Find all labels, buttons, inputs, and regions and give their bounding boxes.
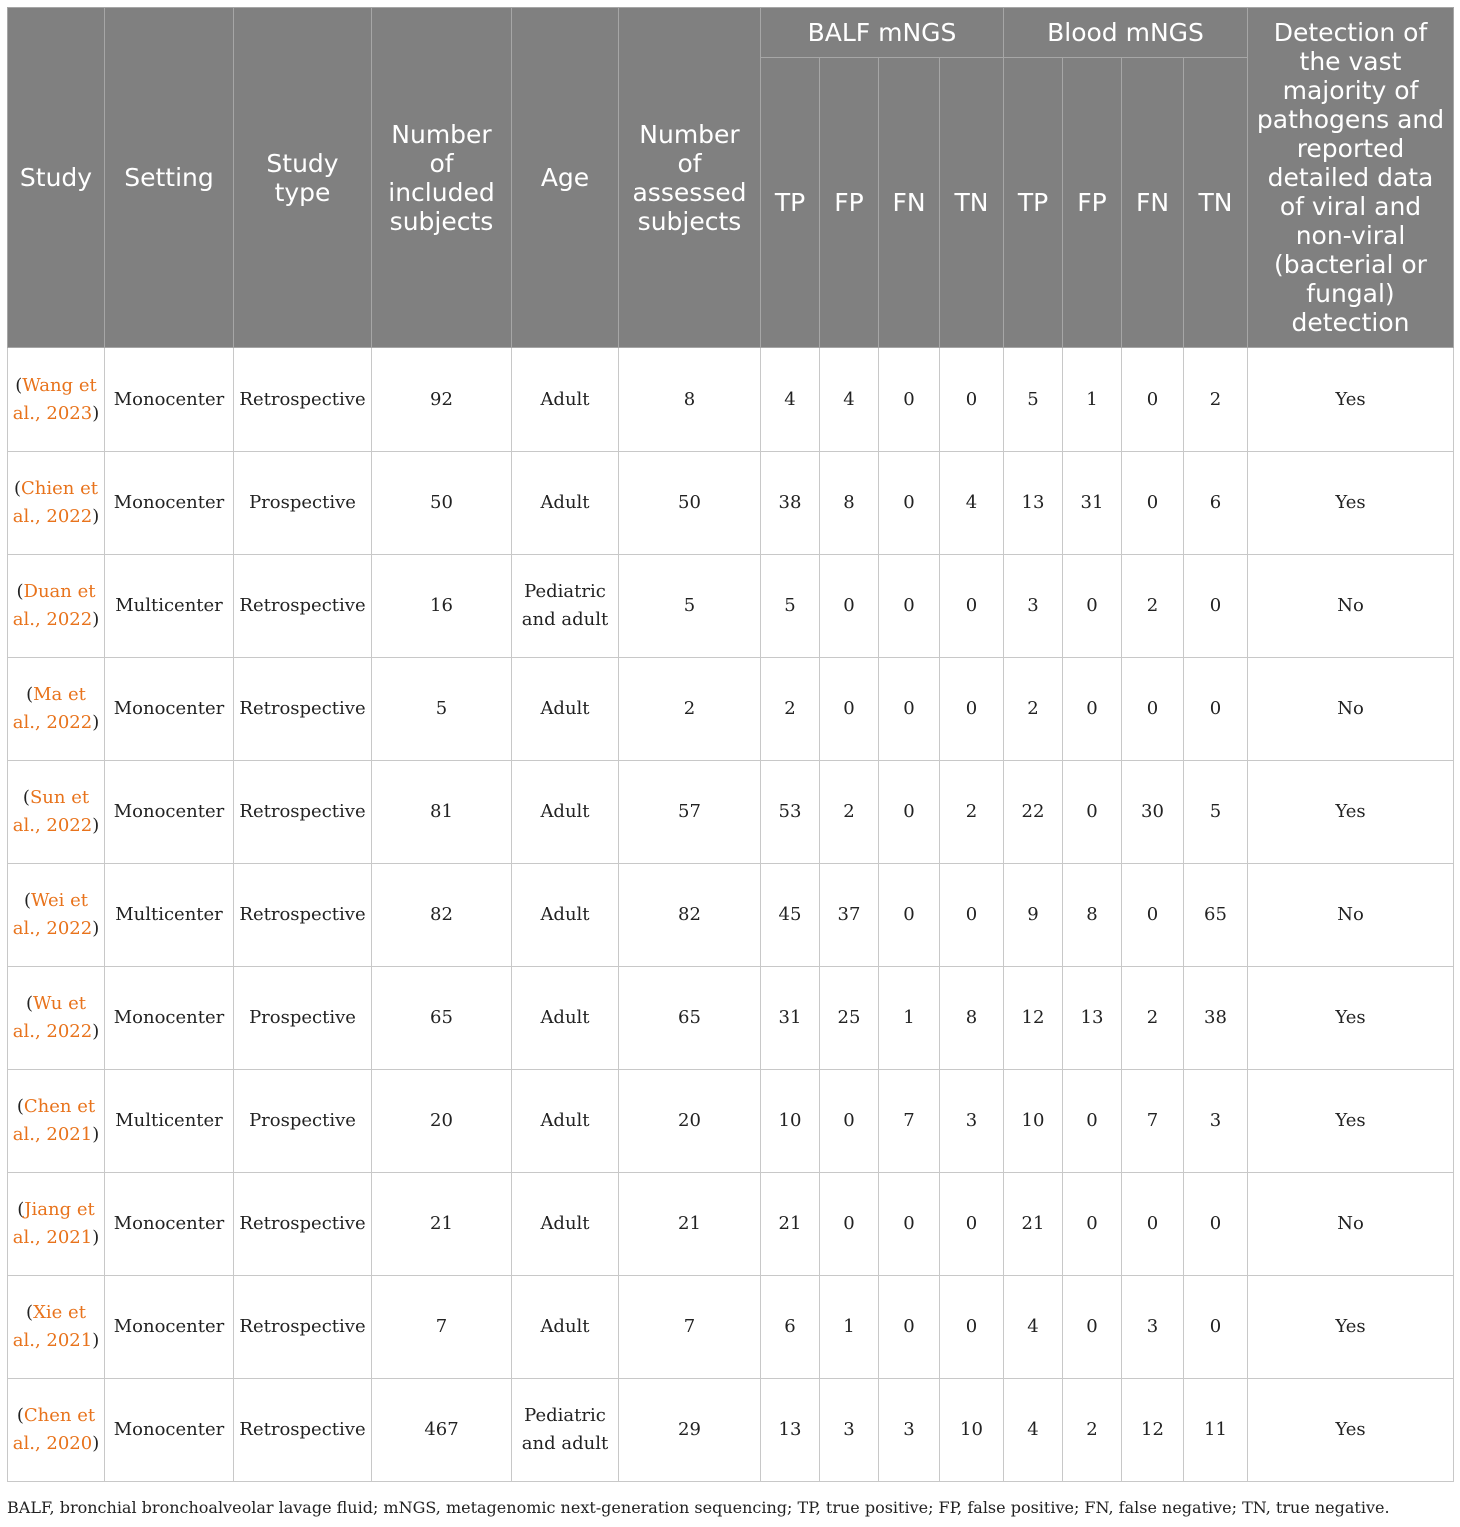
assessed-subjects-cell: 2 [619, 658, 761, 761]
header-blood-fn: FN [1122, 58, 1184, 348]
age-cell: Adult [512, 1173, 619, 1276]
study-cell [8, 555, 105, 658]
setting-cell: Monocenter [105, 658, 234, 761]
study-author: Duan [23, 581, 72, 602]
included-subjects-cell: 20 [372, 1070, 512, 1173]
detection-cell: Yes [1248, 348, 1454, 452]
study-type-cell: Prospective [234, 1070, 372, 1173]
table-footnote: BALF, bronchial bronchoalveolar lavage fluid; mNGS, metagenomic next-generation sequencing; TP, true positive; FP, false positive; FN, false negative; TN, true negative. [7, 1498, 1390, 1517]
blood-fp-cell: 0 [1063, 1276, 1122, 1379]
balf-tp-cell: 31 [761, 967, 820, 1070]
included-subjects-cell: 92 [372, 348, 512, 452]
blood-tn-cell: 2 [1184, 348, 1248, 452]
header-blood-fp: FP [1063, 58, 1122, 348]
included-subjects-cell: 5 [372, 658, 512, 761]
blood-tn-cell: 0 [1184, 555, 1248, 658]
balf-fn-cell: 0 [879, 864, 940, 967]
citation-open-paren: ( [16, 1096, 24, 1117]
age-cell: Adult [512, 1276, 619, 1379]
blood-tp-cell: 5 [1004, 348, 1063, 452]
study-type-cell: Prospective [234, 452, 372, 555]
balf-tp-cell: 4 [761, 348, 820, 452]
balf-tn-cell: 8 [940, 967, 1004, 1070]
detection-cell: No [1248, 1173, 1454, 1276]
citation-close-paren: ) [92, 712, 100, 733]
citation-close-paren: ) [92, 506, 100, 527]
table-row [8, 1173, 1454, 1276]
citation-open-paren: ( [13, 478, 22, 499]
age-cell: Adult [512, 452, 619, 555]
blood-fp-cell: 0 [1063, 555, 1122, 658]
citation-open-paren: ( [26, 1302, 34, 1323]
balf-fp-cell: 4 [820, 348, 879, 452]
study-citation-link[interactable] [13, 1096, 95, 1145]
citation-open-paren: ( [17, 1199, 25, 1220]
citation-open-paren: ( [23, 890, 31, 911]
balf-fn-cell: 0 [879, 1276, 940, 1379]
setting-cell: Monocenter [105, 761, 234, 864]
header-blood-mngs: Blood mNGS [1004, 8, 1248, 58]
balf-fn-cell: 7 [879, 1070, 940, 1173]
citation-open-paren: ( [25, 993, 34, 1014]
citation-close-paren: ) [92, 1227, 100, 1248]
study-author: Chien [21, 478, 75, 499]
study-type-cell: Retrospective [234, 555, 372, 658]
blood-tn-cell: 0 [1184, 1173, 1248, 1276]
blood-tn-cell: 0 [1184, 658, 1248, 761]
table-row [8, 555, 1454, 658]
blood-tp-cell: 21 [1004, 1173, 1063, 1276]
blood-tn-cell: 0 [1184, 1276, 1248, 1379]
setting-cell: Monocenter [105, 452, 234, 555]
study-author: Chen [23, 1405, 72, 1426]
age-cell: Adult [512, 864, 619, 967]
study-citation-link[interactable] [13, 684, 92, 733]
study-author: Wei [30, 890, 65, 911]
study-cell [8, 348, 105, 452]
balf-tp-cell: 2 [761, 658, 820, 761]
study-citation-link[interactable] [13, 1302, 92, 1351]
study-cell [8, 1070, 105, 1173]
blood-fn-cell: 0 [1122, 1173, 1184, 1276]
age-cell: Adult [512, 658, 619, 761]
header-detection: Detection of the vast majority of pathogens and reported detailed data of viral and non-viral (bacterial or fungal) detection [1248, 8, 1454, 348]
blood-tn-cell: 38 [1184, 967, 1248, 1070]
table-row [8, 452, 1454, 555]
header-balf-tp: TP [761, 58, 820, 348]
citation-open-paren: ( [26, 684, 34, 705]
study-citation-link[interactable] [13, 1405, 95, 1454]
balf-fp-cell: 0 [820, 1070, 879, 1173]
detection-cell: No [1248, 555, 1454, 658]
blood-fp-cell: 0 [1063, 658, 1122, 761]
detection-cell: No [1248, 658, 1454, 761]
header-assessed-subjects: Number of assessed subjects [619, 8, 761, 348]
study-year: et al., 2022 [12, 890, 93, 939]
age-cell: Adult [512, 761, 619, 864]
header-balf-fp: FP [820, 58, 879, 348]
study-cell [8, 658, 105, 761]
balf-tn-cell: 2 [940, 761, 1004, 864]
blood-tn-cell: 65 [1184, 864, 1248, 967]
age-cell: Pediatric and adult [512, 1379, 619, 1482]
study-author: Xie [33, 1302, 63, 1323]
study-type-cell: Retrospective [234, 1379, 372, 1482]
balf-tp-cell: 10 [761, 1070, 820, 1173]
balf-fn-cell: 3 [879, 1379, 940, 1482]
header-blood-tp: TP [1004, 58, 1063, 348]
table-body [8, 348, 1454, 1482]
included-subjects-cell: 50 [372, 452, 512, 555]
study-year: et al., 2021 [12, 1096, 96, 1145]
assessed-subjects-cell: 57 [619, 761, 761, 864]
study-year: et al., 2020 [12, 1405, 96, 1454]
blood-fp-cell: 0 [1063, 1173, 1122, 1276]
study-cell [8, 452, 105, 555]
setting-cell: Monocenter [105, 967, 234, 1070]
citation-close-paren: ) [92, 815, 100, 836]
blood-tp-cell: 22 [1004, 761, 1063, 864]
balf-fp-cell: 0 [820, 555, 879, 658]
balf-tn-cell: 0 [940, 348, 1004, 452]
study-author: Wang [22, 374, 74, 396]
balf-tp-cell: 45 [761, 864, 820, 967]
blood-fp-cell: 8 [1063, 864, 1122, 967]
balf-fn-cell: 0 [879, 658, 940, 761]
study-cell [8, 761, 105, 864]
detection-cell: Yes [1248, 967, 1454, 1070]
blood-tp-cell: 4 [1004, 1276, 1063, 1379]
study-type-cell: Retrospective [234, 761, 372, 864]
study-author: Wu [33, 993, 63, 1014]
study-citation-link[interactable] [12, 374, 100, 424]
balf-fp-cell: 37 [820, 864, 879, 967]
blood-tn-cell: 3 [1184, 1070, 1248, 1173]
study-cell [8, 1173, 105, 1276]
citation-close-paren: ) [92, 1124, 100, 1145]
setting-cell: Multicenter [105, 864, 234, 967]
assessed-subjects-cell: 8 [619, 348, 761, 452]
citation-close-paren: ) [92, 918, 100, 939]
balf-fp-cell: 2 [820, 761, 879, 864]
assessed-subjects-cell: 50 [619, 452, 761, 555]
balf-tn-cell: 10 [940, 1379, 1004, 1482]
study-cell [8, 1379, 105, 1482]
setting-cell: Multicenter [105, 1070, 234, 1173]
study-year: et al., 2022 [12, 581, 96, 630]
blood-fn-cell: 2 [1122, 967, 1184, 1070]
study-type-cell: Retrospective [234, 1173, 372, 1276]
included-subjects-cell: 16 [372, 555, 512, 658]
detection-cell: Yes [1248, 761, 1454, 864]
study-year: et al., 2023 [12, 374, 97, 424]
study-year: et al., 2022 [12, 684, 93, 733]
table-row [8, 1276, 1454, 1379]
setting-cell: Multicenter [105, 555, 234, 658]
balf-tp-cell: 5 [761, 555, 820, 658]
study-author: Sun [29, 787, 66, 808]
included-subjects-cell: 65 [372, 967, 512, 1070]
blood-fn-cell: 0 [1122, 864, 1184, 967]
assessed-subjects-cell: 29 [619, 1379, 761, 1482]
setting-cell: Monocenter [105, 1379, 234, 1482]
included-subjects-cell: 21 [372, 1173, 512, 1276]
balf-tn-cell: 3 [940, 1070, 1004, 1173]
detection-cell: Yes [1248, 1070, 1454, 1173]
table-row [8, 658, 1454, 761]
balf-tn-cell: 4 [940, 452, 1004, 555]
balf-fp-cell: 0 [820, 658, 879, 761]
balf-tp-cell: 6 [761, 1276, 820, 1379]
assessed-subjects-cell: 20 [619, 1070, 761, 1173]
header-balf-fn: FN [879, 58, 940, 348]
study-cell [8, 967, 105, 1070]
balf-fn-cell: 0 [879, 761, 940, 864]
age-cell: Adult [512, 348, 619, 452]
table-row [8, 967, 1454, 1070]
age-cell: Pediatric and adult [512, 555, 619, 658]
study-cell [8, 1276, 105, 1379]
header-blood-tn: TN [1184, 58, 1248, 348]
citation-close-paren: ) [92, 609, 100, 630]
study-author: Chen [23, 1096, 72, 1117]
age-cell: Adult [512, 967, 619, 1070]
blood-tn-cell: 11 [1184, 1379, 1248, 1482]
balf-tn-cell: 0 [940, 1276, 1004, 1379]
table-header [8, 8, 1454, 348]
assessed-subjects-cell: 21 [619, 1173, 761, 1276]
included-subjects-cell: 7 [372, 1276, 512, 1379]
blood-fn-cell: 0 [1122, 658, 1184, 761]
blood-tn-cell: 6 [1184, 452, 1248, 555]
citation-close-paren: ) [92, 1330, 100, 1351]
study-citation-link[interactable] [13, 478, 98, 527]
study-year: et al., 2022 [12, 787, 93, 836]
setting-cell: Monocenter [105, 1173, 234, 1276]
age-cell: Adult [512, 1070, 619, 1173]
assessed-subjects-cell: 7 [619, 1276, 761, 1379]
citation-open-paren: ( [16, 581, 24, 602]
blood-fp-cell: 1 [1063, 348, 1122, 452]
studies-table [7, 7, 1454, 1482]
table-row [8, 1379, 1454, 1482]
blood-fp-cell: 0 [1063, 1070, 1122, 1173]
blood-fn-cell: 0 [1122, 452, 1184, 555]
balf-tp-cell: 21 [761, 1173, 820, 1276]
header-age: Age [512, 8, 619, 348]
table-row [8, 761, 1454, 864]
detection-cell: Yes [1248, 1379, 1454, 1482]
setting-cell: Monocenter [105, 348, 234, 452]
blood-fp-cell: 13 [1063, 967, 1122, 1070]
blood-fp-cell: 2 [1063, 1379, 1122, 1482]
blood-fn-cell: 7 [1122, 1070, 1184, 1173]
study-year: et al., 2022 [12, 993, 93, 1042]
included-subjects-cell: 81 [372, 761, 512, 864]
citation-close-paren: ) [92, 402, 100, 424]
header-study-type: Study type [234, 8, 372, 348]
study-type-cell: Retrospective [234, 864, 372, 967]
header-balf-tn: TN [940, 58, 1004, 348]
study-citation-link[interactable] [13, 993, 92, 1042]
table-wrapper [7, 7, 1453, 1482]
blood-tp-cell: 9 [1004, 864, 1063, 967]
study-citation-link[interactable] [13, 581, 96, 630]
blood-tp-cell: 3 [1004, 555, 1063, 658]
study-author: Ma [33, 684, 63, 705]
included-subjects-cell: 467 [372, 1379, 512, 1482]
study-author: Jiang [24, 1199, 72, 1220]
balf-fn-cell: 0 [879, 1173, 940, 1276]
balf-tp-cell: 53 [761, 761, 820, 864]
study-year: et al., 2022 [12, 478, 99, 527]
assessed-subjects-cell: 82 [619, 864, 761, 967]
study-type-cell: Prospective [234, 967, 372, 1070]
blood-fp-cell: 0 [1063, 761, 1122, 864]
blood-tp-cell: 4 [1004, 1379, 1063, 1482]
blood-fn-cell: 30 [1122, 761, 1184, 864]
citation-open-paren: ( [22, 787, 30, 808]
study-cell [8, 864, 105, 967]
included-subjects-cell: 82 [372, 864, 512, 967]
blood-fn-cell: 12 [1122, 1379, 1184, 1482]
assessed-subjects-cell: 65 [619, 967, 761, 1070]
blood-tp-cell: 10 [1004, 1070, 1063, 1173]
study-type-cell: Retrospective [234, 1276, 372, 1379]
balf-tn-cell: 0 [940, 658, 1004, 761]
header-included-subjects: Number of included subjects [372, 8, 512, 348]
blood-fn-cell: 0 [1122, 348, 1184, 452]
study-year: et al., 2021 [12, 1199, 95, 1248]
table-row [8, 864, 1454, 967]
citation-open-paren: ( [16, 1405, 24, 1426]
study-citation-link[interactable] [13, 1199, 95, 1248]
citation-open-paren: ( [15, 374, 23, 396]
detection-cell: No [1248, 864, 1454, 967]
balf-fp-cell: 3 [820, 1379, 879, 1482]
blood-tp-cell: 12 [1004, 967, 1063, 1070]
balf-tp-cell: 38 [761, 452, 820, 555]
table-row [8, 1070, 1454, 1173]
detection-cell: Yes [1248, 1276, 1454, 1379]
header-study: Study [8, 8, 105, 348]
balf-fp-cell: 0 [820, 1173, 879, 1276]
balf-fp-cell: 8 [820, 452, 879, 555]
citation-close-paren: ) [92, 1021, 100, 1042]
study-year: et al., 2021 [12, 1302, 93, 1351]
citation-close-paren: ) [92, 1433, 100, 1454]
balf-fp-cell: 25 [820, 967, 879, 1070]
balf-fp-cell: 1 [820, 1276, 879, 1379]
header-setting: Setting [105, 8, 234, 348]
balf-fn-cell: 0 [879, 555, 940, 658]
table-row [8, 348, 1454, 452]
blood-fp-cell: 31 [1063, 452, 1122, 555]
balf-tp-cell: 13 [761, 1379, 820, 1482]
setting-cell: Monocenter [105, 1276, 234, 1379]
balf-fn-cell: 0 [879, 348, 940, 452]
balf-fn-cell: 0 [879, 452, 940, 555]
study-type-cell: Retrospective [234, 658, 372, 761]
header-balf-mngs: BALF mNGS [761, 8, 1004, 58]
blood-fn-cell: 2 [1122, 555, 1184, 658]
assessed-subjects-cell: 5 [619, 555, 761, 658]
detection-cell: Yes [1248, 452, 1454, 555]
balf-tn-cell: 0 [940, 1173, 1004, 1276]
balf-tn-cell: 0 [940, 555, 1004, 658]
blood-tp-cell: 2 [1004, 658, 1063, 761]
study-type-cell: Retrospective [234, 348, 372, 452]
balf-fn-cell: 1 [879, 967, 940, 1070]
blood-tp-cell: 13 [1004, 452, 1063, 555]
blood-tn-cell: 5 [1184, 761, 1248, 864]
blood-fn-cell: 3 [1122, 1276, 1184, 1379]
balf-tn-cell: 0 [940, 864, 1004, 967]
